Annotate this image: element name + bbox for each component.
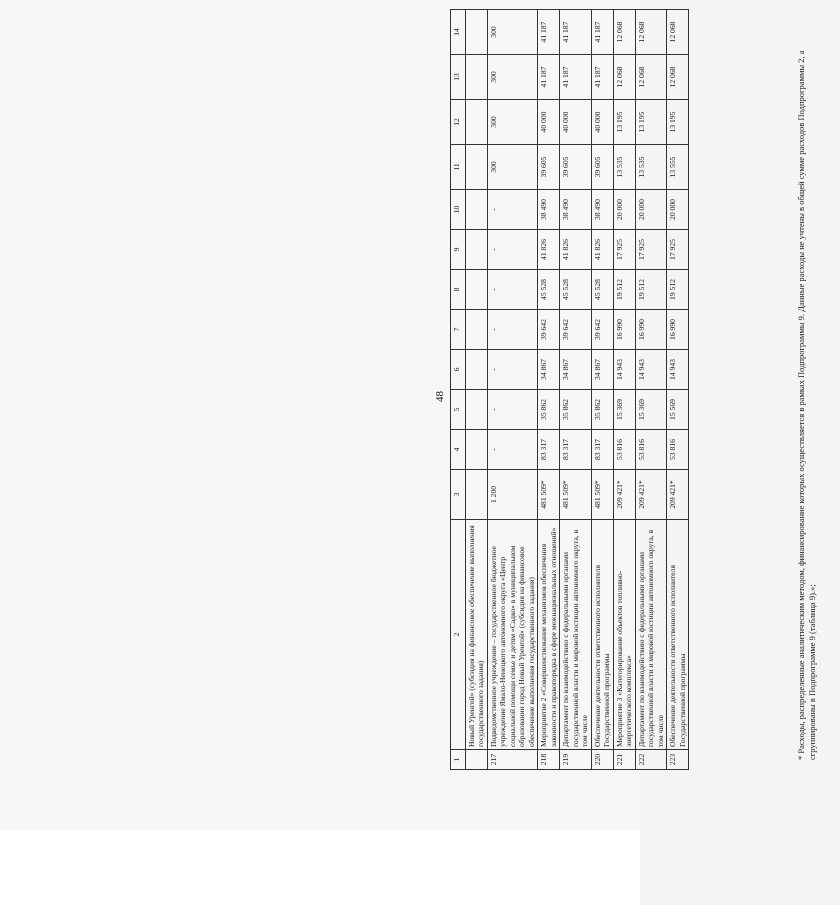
table-cell: Обеспечение деятельности ответственного исполнителя Государственной программы	[591, 520, 613, 750]
header-cell: 6	[451, 350, 466, 390]
table-cell: 12 068	[635, 55, 666, 100]
table-cell: 217	[487, 750, 537, 770]
table-cell: 222	[635, 750, 666, 770]
table-cell: 223	[667, 750, 689, 770]
table-cell: 300	[487, 10, 537, 55]
header-cell: 8	[451, 270, 466, 310]
table-cell	[466, 145, 488, 190]
table-row	[591, 10, 613, 770]
table-cell: 35 862	[538, 390, 560, 430]
table-cell: 12 068	[613, 55, 635, 100]
table-cell: 20 000	[613, 190, 635, 230]
table-cell	[466, 10, 488, 55]
header-cell: 3	[451, 470, 466, 520]
table-row	[667, 10, 689, 770]
table-cell: 13 535	[613, 145, 635, 190]
table-cell	[466, 750, 488, 770]
table-cell: Новый Уренгой» (субсидия на финансовое обеспечение выполнения государственного задания)	[466, 520, 488, 750]
header-cell: 5	[451, 390, 466, 430]
table-cell: 15 369	[613, 390, 635, 430]
table-cell: 12 068	[667, 55, 689, 100]
blank-margin	[0, 830, 640, 905]
table-cell: 41 826	[538, 230, 560, 270]
table-row	[560, 10, 591, 770]
header-cell: 4	[451, 430, 466, 470]
table-cell: 19 512	[613, 270, 635, 310]
table-cell: -	[487, 310, 537, 350]
table-cell	[466, 310, 488, 350]
table-cell: 219	[560, 750, 591, 770]
table-cell: Обеспечение деятельности ответственного исполнителя Государственной программы	[667, 520, 689, 750]
header-cell: 10	[451, 190, 466, 230]
table-cell: 45 528	[591, 270, 613, 310]
table-cell: 15 369	[635, 390, 666, 430]
table-cell: 13 555	[667, 145, 689, 190]
table-cell	[466, 390, 488, 430]
table-cell: 17 925	[613, 230, 635, 270]
table-cell: 35 862	[560, 390, 591, 430]
rotated-content	[420, 10, 840, 770]
header-cell: 11	[451, 145, 466, 190]
table-cell: 300	[487, 55, 537, 100]
header-cell: 2	[451, 520, 466, 750]
table-cell: 41 187	[538, 55, 560, 100]
table-cell: 16 990	[635, 310, 666, 350]
table-cell: 38 490	[560, 190, 591, 230]
table-row	[538, 10, 560, 770]
table-cell: 300	[487, 145, 537, 190]
table-row	[466, 10, 488, 770]
header-cell: 14	[451, 10, 466, 55]
table-cell: 41 187	[591, 10, 613, 55]
table-cell: 17 925	[667, 230, 689, 270]
table-cell: 209 421*	[667, 470, 689, 520]
table-cell: 39 605	[591, 145, 613, 190]
table-cell: 14 943	[635, 350, 666, 390]
table-cell: 20 000	[635, 190, 666, 230]
table-cell: 41 187	[538, 10, 560, 55]
table-cell: 39 642	[591, 310, 613, 350]
table-cell: 13 195	[613, 100, 635, 145]
table-cell	[466, 430, 488, 470]
table-cell: 40 000	[560, 100, 591, 145]
table-cell	[466, 190, 488, 230]
table-cell: 209 421*	[635, 470, 666, 520]
table-cell: 300	[487, 100, 537, 145]
header-cell: 7	[451, 310, 466, 350]
table-cell: 53 816	[635, 430, 666, 470]
budget-table	[450, 9, 689, 770]
table-cell: Департамент по взаимодействию с федеральными органами государственной власти и мировой юстиции автономного округа, в том числе	[560, 520, 591, 750]
table-cell: Мероприятие 2 «Совершенствование механизмов обеспечения законности и правопорядка в сфере межнациональных отношений»	[538, 520, 560, 750]
table-cell: 40 000	[591, 100, 613, 145]
table-cell: -	[487, 350, 537, 390]
table-cell: 40 000	[538, 100, 560, 145]
table-cell: Мероприятие 3 «Категорирование объектов топливно-энергетического комплекса»	[613, 520, 635, 750]
table-row	[635, 10, 666, 770]
header-cell: 13	[451, 55, 466, 100]
table-cell: 1 200	[487, 470, 537, 520]
table-cell: 38 490	[591, 190, 613, 230]
table-row	[613, 10, 635, 770]
table-cell: 15 569	[667, 390, 689, 430]
table-cell: 481 509*	[591, 470, 613, 520]
table-cell: 481 509*	[538, 470, 560, 520]
table-cell: -	[487, 270, 537, 310]
table-cell	[466, 350, 488, 390]
table-cell: 12 068	[613, 10, 635, 55]
table-header-row	[451, 10, 466, 770]
footnote: * Расходы, распределенные аналитическим методом, финансирование которых осуществляется в рамках Подпрограммы 9. Данные расходы не учтены в общей сумме расходов Подпрограммы 2, а сгруппированы в Подпрограмме 9 (таблица 9).»;	[796, 50, 818, 760]
table-cell: 16 990	[667, 310, 689, 350]
table-row	[487, 10, 537, 770]
table-cell	[466, 55, 488, 100]
table-cell: 218	[538, 750, 560, 770]
table-cell	[466, 270, 488, 310]
table-cell: 481 509*	[560, 470, 591, 520]
table-cell: 221	[613, 750, 635, 770]
table-cell: 20 000	[667, 190, 689, 230]
table-cell: 39 605	[560, 145, 591, 190]
table-cell: 39 642	[538, 310, 560, 350]
table-cell: 41 187	[591, 55, 613, 100]
table-cell: 13 535	[635, 145, 666, 190]
table-cell: 35 862	[591, 390, 613, 430]
table-cell: Департамент по взаимодействию с федеральными органами государственной власти и мировой юстиции автономного округа, в том числе	[635, 520, 666, 750]
table-cell: 19 512	[635, 270, 666, 310]
table-cell: -	[487, 230, 537, 270]
table-cell	[466, 100, 488, 145]
table-cell: 16 990	[613, 310, 635, 350]
table-cell: 14 943	[613, 350, 635, 390]
table-cell: 34 867	[560, 350, 591, 390]
table-cell: 45 528	[560, 270, 591, 310]
page-number: 48	[434, 391, 446, 402]
table-cell: 34 867	[538, 350, 560, 390]
table-cell: Подведомственное учреждение – государственное бюджетное учреждение Ямало-Ненецкого автономного округа «Центр социальной помощи семье и детям «Садко» в муниципальном образовании город Новый Уренгой» (субсидия на финансовое обеспечение выполнения государственного задания)	[487, 520, 537, 750]
table-cell: -	[487, 390, 537, 430]
table-cell: 53 816	[667, 430, 689, 470]
table-cell: 39 642	[560, 310, 591, 350]
table-cell	[466, 230, 488, 270]
table-cell: 209 421*	[613, 470, 635, 520]
table-cell: 41 826	[560, 230, 591, 270]
table-cell: 12 068	[667, 10, 689, 55]
header-cell: 9	[451, 230, 466, 270]
table-cell: 12 068	[635, 10, 666, 55]
table-cell: 38 490	[538, 190, 560, 230]
table-cell: 41 187	[560, 55, 591, 100]
table-cell: 53 816	[613, 430, 635, 470]
table-cell: -	[487, 190, 537, 230]
table-cell: -	[487, 430, 537, 470]
table-cell: 41 187	[560, 10, 591, 55]
table-cell: 45 528	[538, 270, 560, 310]
table-cell: 41 826	[591, 230, 613, 270]
table-cell	[466, 470, 488, 520]
table-cell: 34 867	[591, 350, 613, 390]
table-cell: 83 317	[560, 430, 591, 470]
table-cell: 13 195	[667, 100, 689, 145]
header-cell: 12	[451, 100, 466, 145]
header-cell: 1	[451, 750, 466, 770]
table-cell: 17 925	[635, 230, 666, 270]
table-cell: 220	[591, 750, 613, 770]
table-cell: 39 605	[538, 145, 560, 190]
table-cell: 13 195	[635, 100, 666, 145]
table-cell: 14 943	[667, 350, 689, 390]
table-cell: 83 317	[538, 430, 560, 470]
table-cell: 19 512	[667, 270, 689, 310]
table-cell: 83 317	[591, 430, 613, 470]
